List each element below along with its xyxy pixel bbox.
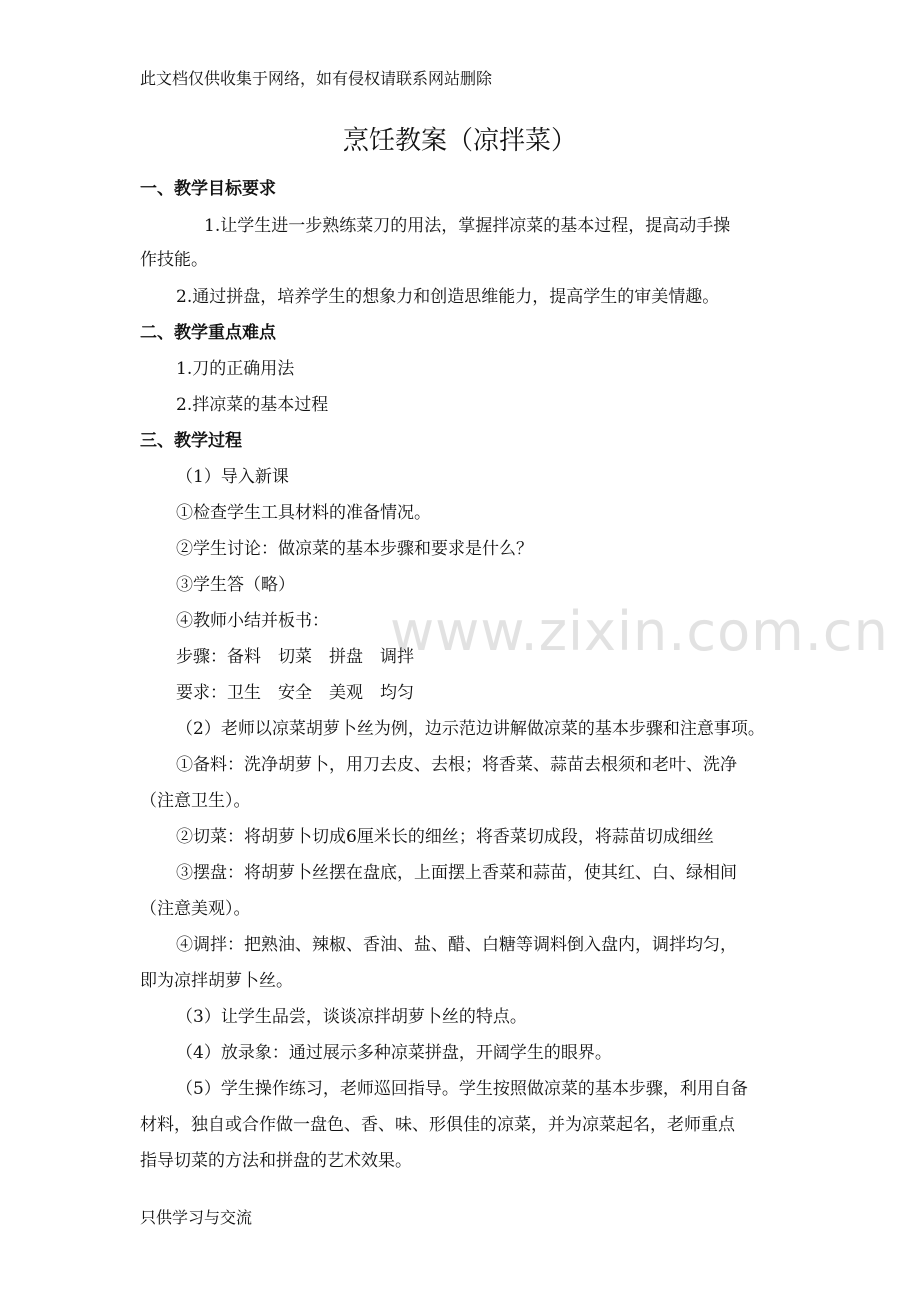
paragraph-line: ③学生答（略） bbox=[176, 575, 295, 595]
paragraph-line: （1）导入新课 bbox=[176, 467, 289, 487]
paragraph-line: 即为凉拌胡萝卜丝。 bbox=[140, 971, 293, 991]
paragraph-line: （5）学生操作练习，老师巡回指导。学生按照做凉菜的基本步骤，利用自备 bbox=[176, 1079, 748, 1099]
paragraph-line: 1.让学生进一步熟练菜刀的用法，掌握拌凉菜的基本过程，提高动手操 bbox=[204, 216, 731, 236]
paragraph-line: 2.通过拼盘，培养学生的想象力和创造思维能力，提高学生的审美情趣。 bbox=[176, 287, 720, 307]
section-heading-3: 三、教学过程 bbox=[140, 431, 242, 451]
paragraph-line: （注意卫生）。 bbox=[140, 791, 251, 811]
header-disclaimer: 此文档仅供收集于网络，如有侵权请联系网站删除 bbox=[140, 69, 493, 88]
paragraph-line: ①检查学生工具材料的准备情况。 bbox=[176, 503, 431, 523]
list-item: 1.刀的正确用法 bbox=[176, 359, 295, 379]
paragraph-line: ①备料：洗净胡萝卜，用刀去皮、去根；将香菜、蒜苗去根须和老叶、洗净 bbox=[176, 755, 737, 775]
watermark: www.zixin.com.cn bbox=[390, 600, 889, 663]
section-heading-1: 一、教学目标要求 bbox=[140, 179, 276, 199]
paragraph-line: 要求：卫生 安全 美观 均匀 bbox=[176, 683, 414, 703]
paragraph-line: ④教师小结并板书： bbox=[176, 611, 329, 631]
paragraph-line: ④调拌：把熟油、辣椒、香油、盐、醋、白糖等调料倒入盘内，调拌均匀， bbox=[176, 935, 737, 955]
paragraph-line: ②切菜：将胡萝卜切成6厘米长的细丝；将香菜切成段，将蒜苗切成细丝 bbox=[176, 827, 714, 847]
paragraph-line: （2）老师以凉菜胡萝卜丝为例，边示范边讲解做凉菜的基本步骤和注意事项。 bbox=[176, 719, 765, 739]
paragraph-line: 指导切菜的方法和拼盘的艺术效果。 bbox=[140, 1151, 412, 1171]
paragraph-line: （注意美观）。 bbox=[140, 899, 251, 919]
paragraph-line: ②学生讨论：做凉菜的基本步骤和要求是什么？ bbox=[176, 539, 533, 559]
paragraph-line: （3）让学生品尝，谈谈凉拌胡萝卜丝的特点。 bbox=[176, 1007, 527, 1027]
list-item: 2.拌凉菜的基本过程 bbox=[176, 395, 329, 415]
paragraph-line: ③摆盘：将胡萝卜丝摆在盘底，上面摆上香菜和蒜苗，使其红、白、绿相间 bbox=[176, 863, 737, 883]
paragraph-line: 步骤：备料 切菜 拼盘 调拌 bbox=[176, 647, 414, 667]
paragraph-line: 作技能。 bbox=[140, 250, 208, 270]
section-heading-2: 二、教学重点难点 bbox=[140, 323, 276, 343]
footer-note: 只供学习与交流 bbox=[140, 1208, 253, 1227]
paragraph-line: （4）放录象：通过展示多种凉菜拼盘，开阔学生的眼界。 bbox=[176, 1043, 612, 1063]
paragraph-line: 材料，独自或合作做一盘色、香、味、形俱佳的凉菜，并为凉菜起名，老师重点 bbox=[140, 1115, 735, 1135]
document-title: 烹饪教案（凉拌菜） bbox=[342, 126, 577, 156]
